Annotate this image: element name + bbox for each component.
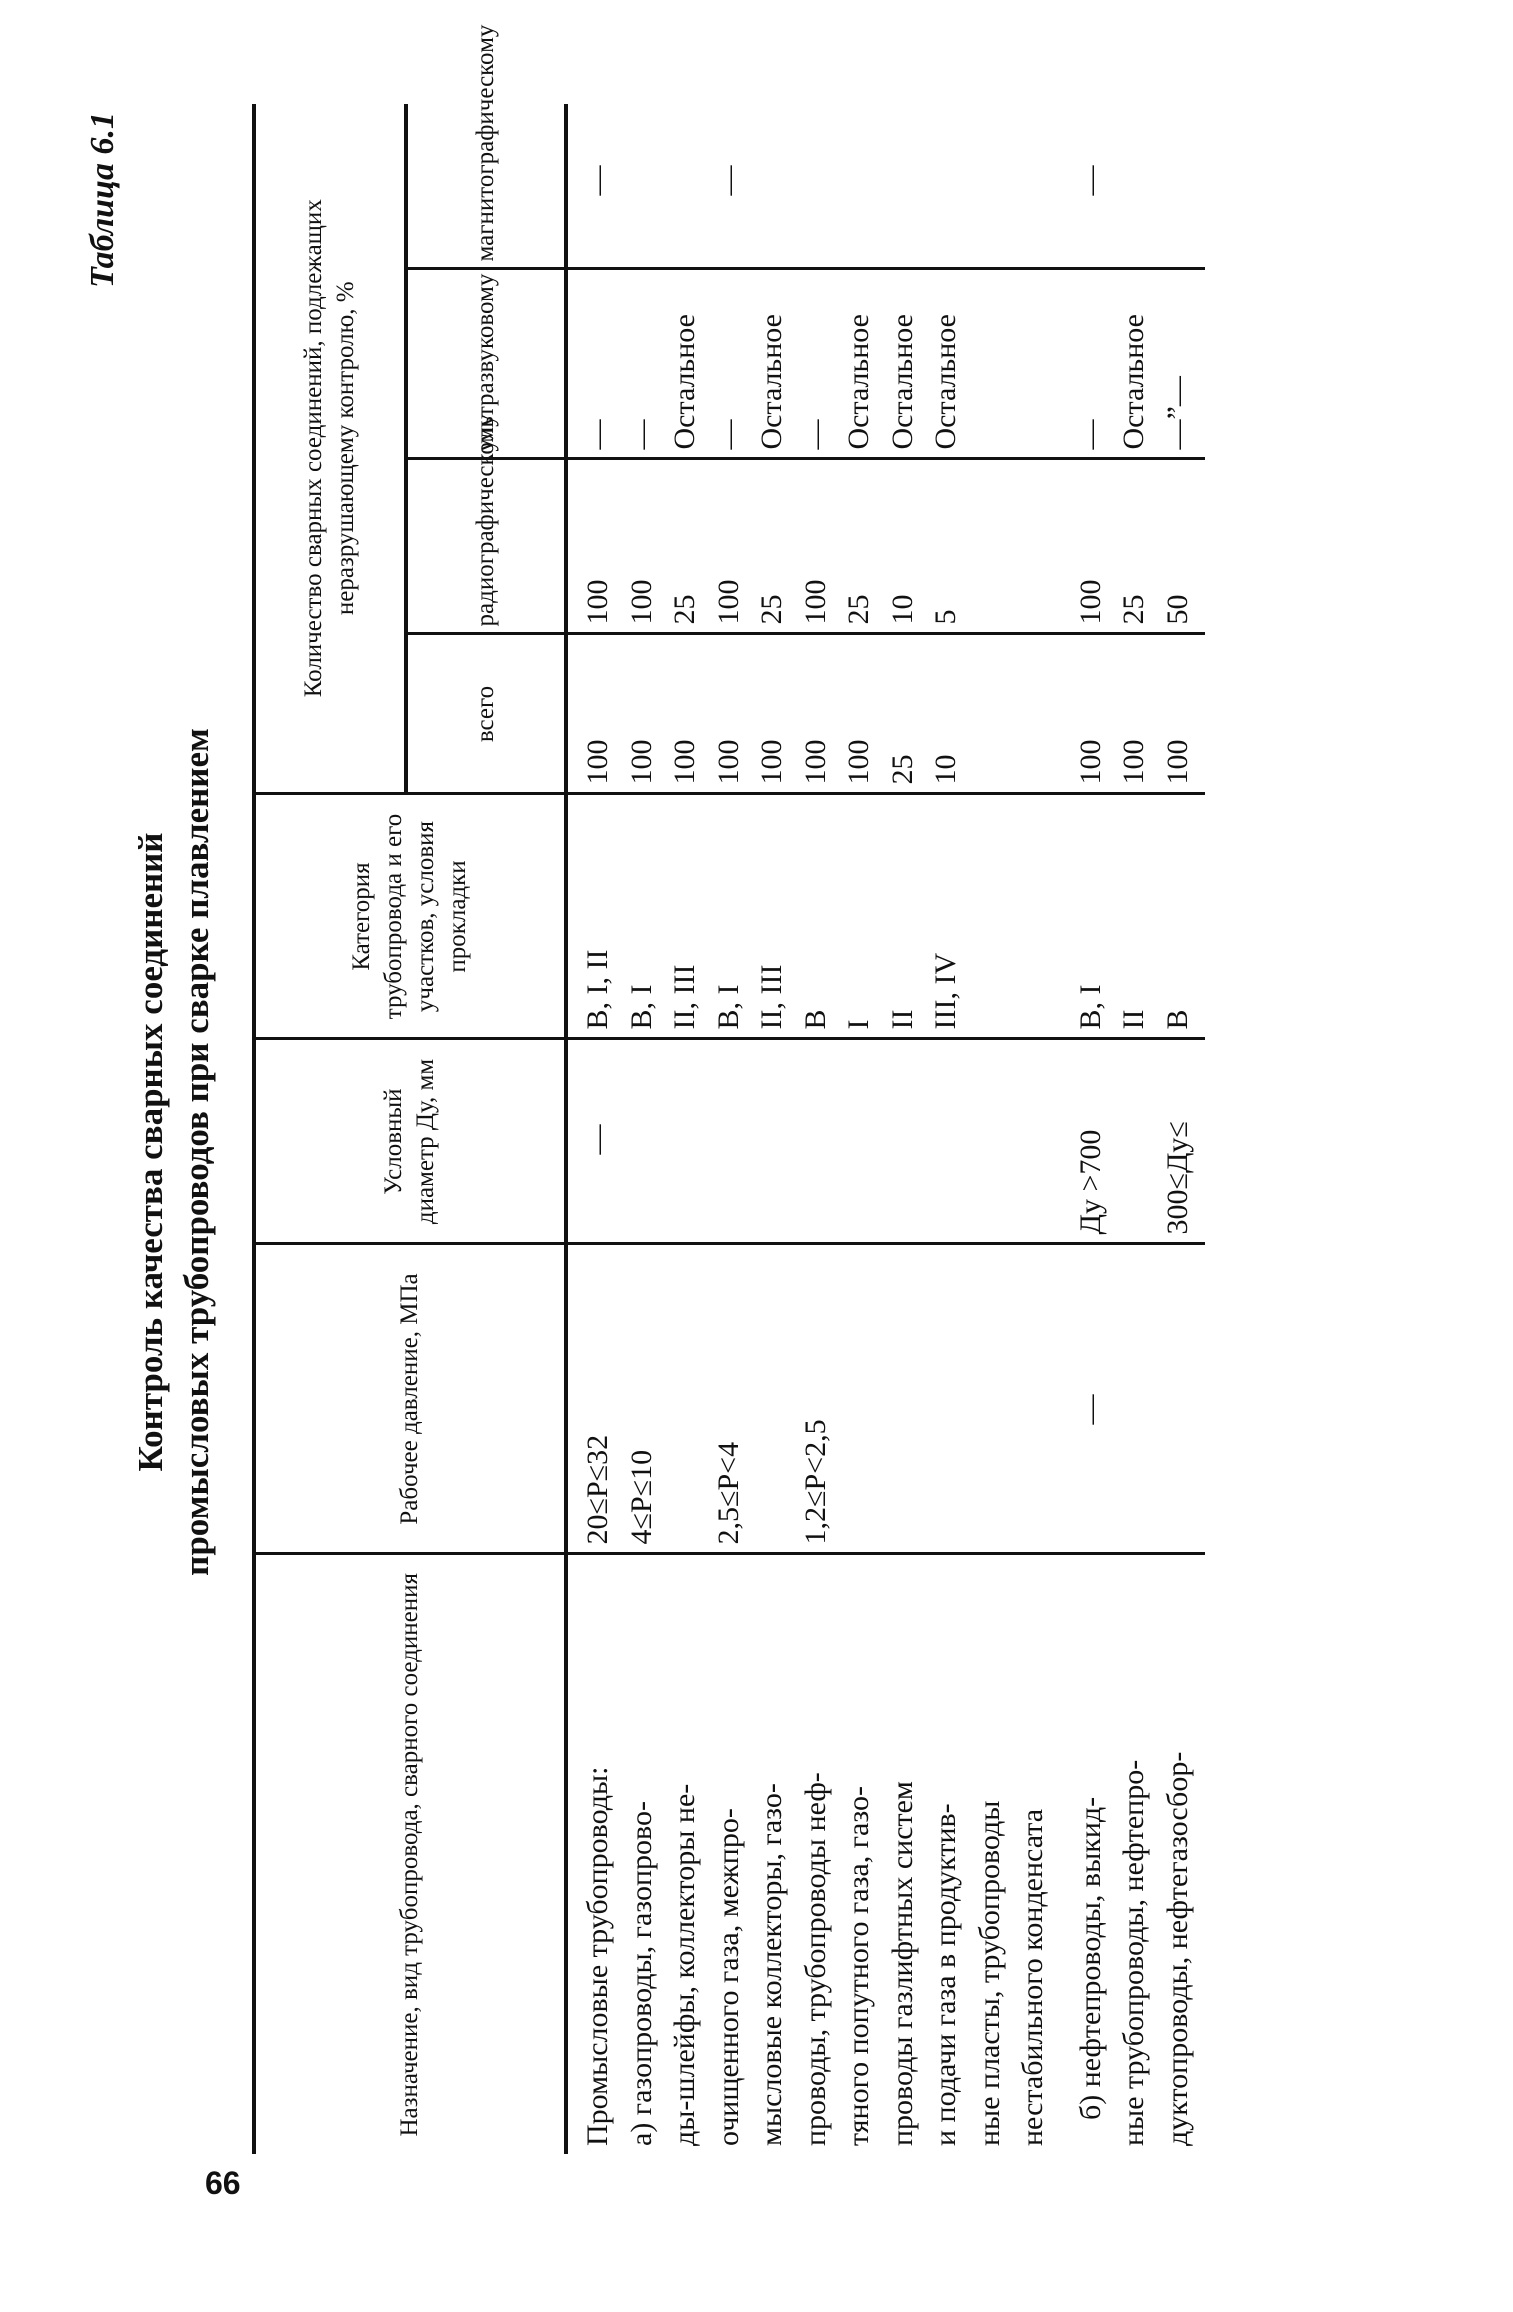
cell-ultrasonic-line: Остальное (929, 314, 962, 450)
table-caption: Таблица 6.1 (84, 112, 121, 288)
cell-radiographic-line: 25 (842, 594, 875, 625)
cell-radiographic-line: 100 (798, 579, 832, 625)
cell-diameter (566, 1039, 1061, 1244)
cell-purpose-line: ные трубопроводы, нефтепро- (1117, 1759, 1150, 2146)
cell-category-line: В, I (711, 984, 745, 1030)
cell-pressure-line: 2,5≤P<4 (711, 1441, 745, 1545)
cell-pressure-line (1156, 1254, 1200, 1545)
cell-category-line: В (1160, 1009, 1194, 1030)
cell-magnetographic-line (881, 112, 925, 260)
cell-ultrasonic (566, 269, 1061, 459)
cell-ultrasonic (1061, 269, 1206, 459)
cell-pressure-line (1011, 1254, 1055, 1545)
cell-total-line: 100 (668, 739, 701, 785)
cell-radiographic-line: 100 (711, 579, 745, 625)
cell-total-line: 100 (624, 739, 658, 785)
cell-ultrasonic-line: Остальное (755, 314, 788, 450)
header-radiographic: радиографическому (406, 459, 566, 634)
page-number: 66 (205, 2165, 241, 2201)
cell-radiographic-line (968, 469, 1012, 625)
cell-total-line (968, 644, 1012, 785)
cell-purpose-line: Промысловые трубопроводы: (581, 1766, 614, 2146)
cell-radiographic-line: 5 (929, 609, 962, 625)
cell-magnetographic-line (1112, 112, 1156, 260)
cell-total (1061, 634, 1206, 794)
cell-ultrasonic-line (1011, 279, 1055, 450)
cell-radiographic-line: 100 (581, 579, 614, 625)
cell-magnetographic-line (794, 112, 838, 260)
cell-pressure-line (663, 1254, 707, 1545)
cell-diameter-line (924, 1049, 968, 1235)
cell-magnetographic-line: — (581, 165, 614, 196)
cell-category (1061, 794, 1206, 1039)
cell-radiographic (566, 459, 1061, 634)
cell-total-line: 100 (1117, 739, 1150, 785)
cell-radiographic-line: 25 (1117, 594, 1150, 625)
header-ultrasonic: ультразвуковому (406, 269, 566, 459)
cell-magnetographic (566, 104, 1061, 269)
cell-total (566, 634, 1061, 794)
cell-purpose-line: дуктопроводы, нефтегазосбор- (1160, 1751, 1194, 2146)
cell-pressure-line (837, 1254, 881, 1545)
cell-pressure-line (924, 1254, 968, 1545)
cell-ultrasonic-line: — (711, 419, 745, 450)
cell-magnetographic-line: — (1073, 165, 1107, 196)
cell-purpose-line: проводы, трубопроводы неф- (798, 1772, 832, 2146)
cell-purpose (566, 1554, 1061, 2154)
cell-ultrasonic-line: — (1073, 419, 1107, 450)
cell-radiographic-line: 100 (624, 579, 658, 625)
cell-diameter-line (794, 1049, 838, 1235)
table-row (566, 104, 1061, 2154)
cell-magnetographic-line (1156, 112, 1200, 260)
cell-diameter-line (837, 1049, 881, 1235)
cell-pressure-line: 1,2≤P<2,5 (798, 1419, 832, 1545)
cell-purpose-line: очищенного газа, межпро- (711, 1808, 745, 2146)
cell-pressure-line (750, 1254, 794, 1545)
cell-ultrasonic-line: — (581, 419, 614, 450)
cell-diameter (1061, 1039, 1206, 1244)
cell-pressure-line: — (1073, 1394, 1107, 1425)
cell-diameter-line (707, 1049, 751, 1235)
cell-total-line: 100 (1160, 739, 1194, 785)
cell-diameter-line: — (581, 1124, 614, 1155)
cell-total-line (1011, 644, 1055, 785)
cell-category-line: II, III (755, 964, 788, 1030)
table-row (1061, 104, 1206, 2154)
cell-magnetographic (1061, 104, 1206, 269)
cell-radiographic-line: 25 (668, 594, 701, 625)
table-body (566, 104, 1205, 2154)
cell-total-line: 100 (798, 739, 832, 785)
cell-radiographic-line: 25 (755, 594, 788, 625)
cell-diameter-line (620, 1049, 664, 1235)
cell-total-line: 10 (929, 754, 962, 785)
cell-category-line: III, IV (929, 952, 962, 1030)
cell-category-line: В, I (1073, 984, 1107, 1030)
cell-magnetographic-line (1011, 112, 1055, 260)
cell-purpose-line: тяного попутного газа, газо- (842, 1785, 875, 2146)
cell-pressure-line (968, 1254, 1012, 1545)
cell-ultrasonic-line: — (624, 419, 658, 450)
cell-ultrasonic-line: — (798, 419, 832, 450)
cell-radiographic-line (1011, 469, 1055, 625)
cell-pressure-line (881, 1254, 925, 1545)
title-line-1: Контроль качества сварных соединений (131, 832, 170, 1472)
cell-radiographic-line: 100 (1073, 579, 1107, 625)
cell-radiographic-line: 50 (1160, 594, 1194, 625)
cell-purpose-line: мысловые коллекторы, газо- (755, 1783, 788, 2146)
cell-diameter-line: Ду >700 (1073, 1129, 1107, 1235)
cell-ultrasonic-line: Остальное (1117, 314, 1150, 450)
cell-purpose (1061, 1554, 1206, 2154)
cell-purpose-line: нестабильного конденсата (1016, 1808, 1049, 2146)
cell-purpose-line: б) нефтепроводы, выкид- (1073, 1796, 1107, 2120)
cell-purpose-line: ды-шлейфы, коллекторы не- (668, 1783, 701, 2146)
cell-magnetographic-line (620, 112, 664, 260)
cell-pressure (1061, 1244, 1206, 1554)
cell-purpose-line: и подачи газа в продуктив- (929, 1803, 962, 2146)
rotated-content (80, 24, 1480, 2232)
cell-diameter-line (1011, 1049, 1055, 1235)
cell-pressure (566, 1244, 1061, 1554)
cell-magnetographic-line (750, 112, 794, 260)
cell-total-line: 100 (1073, 739, 1107, 785)
cell-category-line: В, I (624, 984, 658, 1030)
cell-total-line: 100 (581, 739, 614, 785)
header-magnetographic: магнитографическому (406, 104, 566, 269)
header-quantity: Количество сварных соединений, подлежащих неразрушающему контролю, % (254, 104, 406, 794)
cell-category-line: II, III (668, 964, 701, 1030)
cell-magnetographic-line (924, 112, 968, 260)
cell-diameter-line (663, 1049, 707, 1235)
cell-diameter-line (968, 1049, 1012, 1235)
cell-magnetographic-line (968, 112, 1012, 260)
header-purpose: Назначение, вид трубопровода, сварного соединения (254, 1554, 566, 2154)
cell-magnetographic-line (837, 112, 881, 260)
header-row (254, 104, 406, 2154)
cell-category (566, 794, 1061, 1039)
header-category: Категория трубопровода и его участков, условия прокладки (254, 794, 566, 1039)
cell-purpose-line: проводы газлифтных систем (885, 1781, 919, 2146)
cell-ultrasonic-line: —”— (1160, 376, 1194, 450)
cell-pressure-line (1112, 1254, 1156, 1545)
cell-magnetographic-line (663, 112, 707, 260)
cell-ultrasonic-line (968, 279, 1012, 450)
title-line-2: промысловых трубопроводов при сварке плавлением (177, 728, 216, 1576)
cell-category-line: II (1117, 1009, 1150, 1030)
cell-total-line: 25 (885, 754, 919, 785)
cell-ultrasonic-line: Остальное (885, 314, 919, 450)
cell-radiographic (1061, 459, 1206, 634)
header-pressure: Рабочее давление, МПа (254, 1244, 566, 1554)
cell-pressure-line: 4≤P≤10 (624, 1449, 658, 1545)
header-diameter: Условный диаметр Ду, мм (254, 1039, 566, 1244)
cell-total-line: 100 (711, 739, 745, 785)
cell-category-line: I (842, 1019, 875, 1030)
cell-total-line: 100 (755, 739, 788, 785)
cell-radiographic-line: 10 (885, 594, 919, 625)
cell-category-line (1011, 804, 1055, 1030)
cell-category-line: II (885, 1009, 919, 1030)
cell-diameter-line: 300≤Ду≤ (1160, 1121, 1194, 1235)
cell-pressure-line: 20≤P≤32 (581, 1434, 614, 1545)
cell-category-line (968, 804, 1012, 1030)
cell-diameter-line (750, 1049, 794, 1235)
cell-category-line: В, I, II (581, 949, 614, 1030)
cell-total-line: 100 (842, 739, 875, 785)
control-table (252, 24, 1205, 2154)
cell-purpose-line: а) газопроводы, газопрово- (624, 1801, 658, 2146)
cell-ultrasonic-line: Остальное (668, 314, 701, 450)
cell-magnetographic-line: — (711, 165, 745, 196)
cell-purpose-line: ные пласты, трубопроводы (972, 1800, 1006, 2146)
header-total: всего (406, 634, 566, 794)
cell-diameter-line (881, 1049, 925, 1235)
cell-ultrasonic-line: Остальное (842, 314, 875, 450)
cell-category-line: В (798, 1009, 832, 1030)
table-title (128, 72, 220, 2232)
cell-diameter-line (1112, 1049, 1156, 1235)
